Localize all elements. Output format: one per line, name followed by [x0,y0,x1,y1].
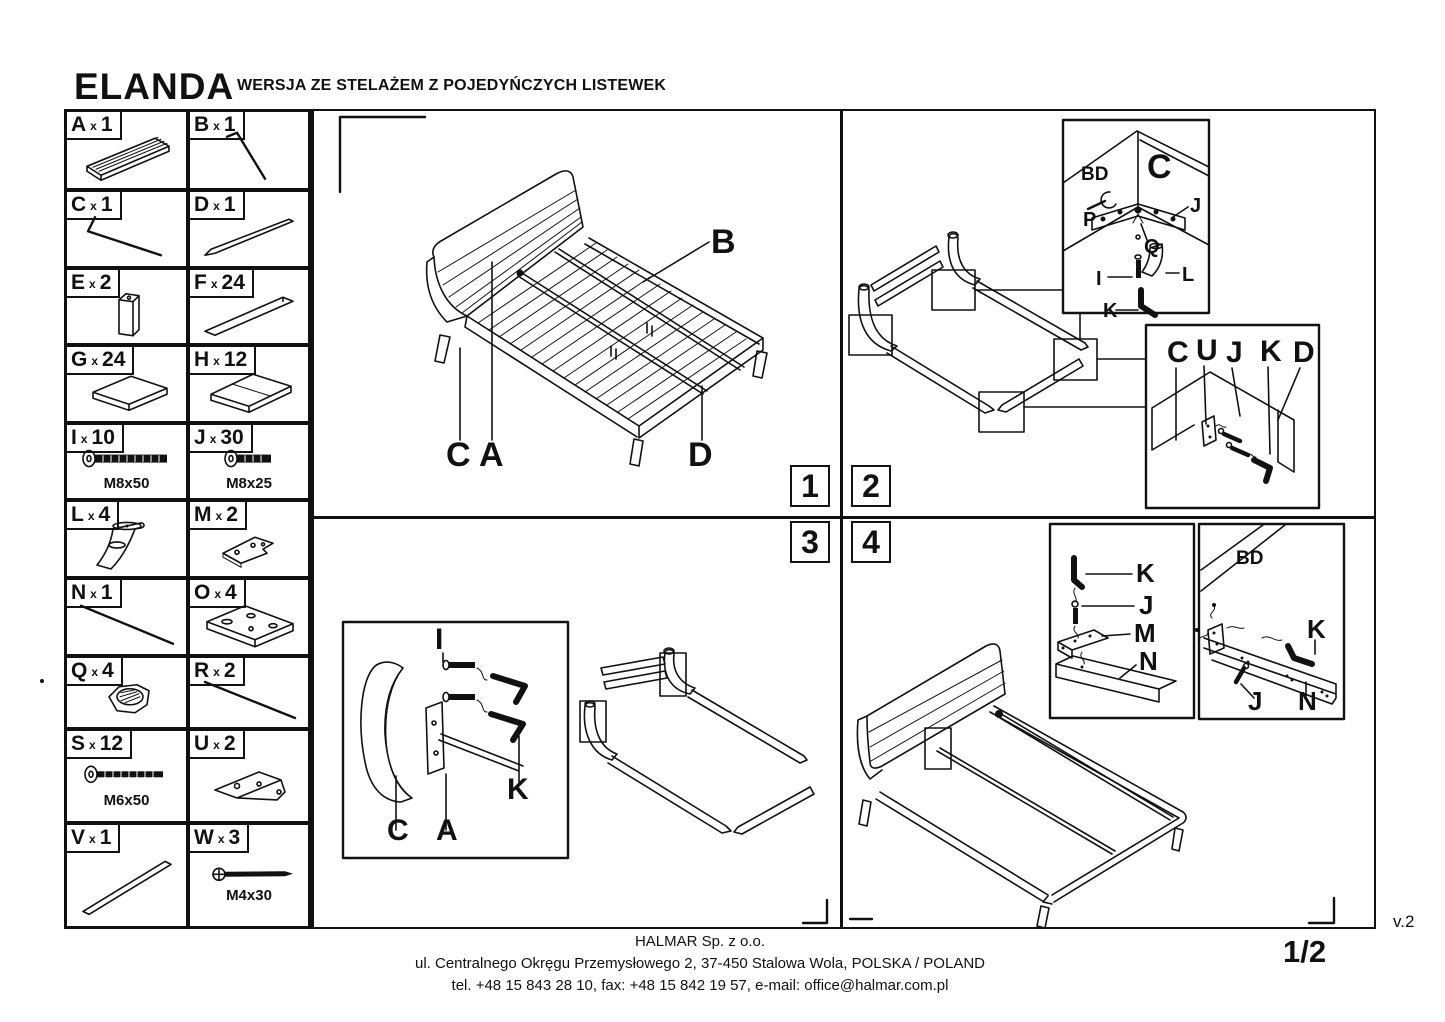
part-badge-g: G x 24 [65,345,134,375]
label-i: I [1096,268,1102,290]
part-cell-e [65,268,188,345]
part-cell-b [188,110,310,190]
pad-icon [75,364,179,416]
step-4-drawing [842,518,1375,928]
part-badge-i: I x 10 [65,423,124,453]
footer-company: HALMAR Sp. z o.o. [634,933,766,950]
footer-address: ul. Centralnego Okręgu Przemysłowego 2, 37-450 Stalowa Wola, POLSKA / POLAND [414,955,985,972]
part-badge-s: S x 12 [65,729,132,759]
label-bd: BD [1081,164,1109,185]
step-1-drawing [313,110,840,516]
part-badge-c: C x 1 [65,190,122,220]
part-badge-j: J x 30 [188,423,253,453]
label-j: J [1190,195,1202,217]
callout-box [925,728,951,769]
corner-bracket-icon [195,596,303,652]
bolt-spec: M6x50 [103,792,150,809]
part-badge-w: W x 3 [188,823,249,853]
allen-key-icon [1254,460,1270,481]
label-b: B [711,223,736,261]
label-k: K [507,773,529,806]
allen-key-icon [493,676,525,702]
rod-icon [197,209,301,261]
part-cell-m [188,500,310,578]
bolt-icon [75,441,179,475]
label-p: P [1083,209,1097,231]
step-4-number: 4 [851,521,891,563]
label-c-big: C [1147,148,1172,186]
slat-thin-icon [73,849,181,919]
part-badge-n: N x 1 [65,578,122,608]
allen-key-icon [197,129,301,185]
page-subtitle: WERSJA ZE STELAŻEM Z POJEDYŃCZYCH LISTEWEK [237,77,667,94]
step-2-drawing [842,110,1375,516]
nut-icon [75,674,179,722]
label-k: K [1136,558,1155,588]
part-cell-g [65,345,188,423]
part-badge-b: B x 1 [188,110,245,140]
part-badge-o: O x 4 [188,578,246,608]
part-cell-c [65,190,188,268]
allen-key-icon [1074,558,1082,587]
part-badge-r: R x 2 [188,656,245,686]
step-3-number: 3 [790,521,830,563]
label-j2: J [1248,686,1263,716]
allen-key-icon [75,209,179,261]
part-cell-w [188,823,310,928]
callout-box [1054,339,1097,380]
label-d: D [688,436,713,474]
rod-long-icon [73,596,181,652]
label-a: A [479,436,504,474]
stray-dot [40,679,44,683]
callout-box [932,270,975,310]
page-number: 1/2 [1283,934,1327,969]
label-c: C [446,436,471,474]
part-cell-o [188,578,310,656]
callout-connectors [975,290,1146,407]
crop-corner-mark [803,900,827,923]
bolt-icon [1135,255,1141,259]
leader-b [643,242,709,282]
label-i: I [435,623,444,656]
part-cell-i [65,423,188,500]
bolt-icon [1073,608,1078,624]
crop-corner-mark [850,898,1334,923]
crop-corner-mark [340,117,425,192]
screw-icon [197,857,301,891]
bolt-short-icon [197,441,301,475]
footer-contact: tel. +48 15 843 28 10, fax: +48 15 842 19 57, e-mail: office@halmar.com.pl [451,977,949,994]
label-l: L [1182,264,1195,286]
version-label: v.2 [1393,912,1415,931]
bolt-spec: M8x25 [226,475,272,492]
label-k2: K [1307,614,1326,644]
label-j2: J [1226,336,1243,369]
footer [295,931,1105,997]
part-cell-r [188,656,310,729]
label-k2: K [1260,335,1282,368]
label-m: M [1134,618,1156,648]
page-title: ELANDA [74,66,235,107]
step-3-drawing [313,518,840,928]
step-1-number: 1 [790,465,830,507]
allen-key-icon [1288,646,1312,664]
bolt-spec: M8x50 [103,475,150,492]
pad-wide-icon [197,364,301,416]
rod-icon [195,674,303,724]
part-badge-f: F x 24 [188,268,254,298]
headboard-panel-icon [75,130,179,182]
part-cell-d [188,190,310,268]
part-badge-v: V x 1 [65,823,120,853]
part-badge-q: Q x 4 [65,656,123,686]
label-q: Q [1144,236,1160,258]
part-badge-l: L x 4 [65,500,119,530]
part-cell-a [65,110,188,190]
part-cell-q [65,656,188,729]
part-cell-j [188,423,310,500]
label-u2: U [1196,334,1218,367]
block-icon [75,285,179,341]
part-cell-f [188,268,310,345]
label-j: J [1139,590,1154,620]
plate-small-icon [197,519,301,571]
label-d2: D [1293,336,1315,369]
allen-key-icon [1141,290,1155,315]
bolt-dot [517,270,524,277]
slat-icon [197,287,301,339]
label-c2: C [1167,336,1189,369]
bolt-icon [1232,448,1248,455]
label-k: K [1103,300,1118,322]
part-cell-u [188,729,310,823]
bolt-icon [75,757,179,791]
part-badge-h: H x 12 [188,345,256,375]
label-n: N [1139,646,1158,676]
part-badge-m: M x 2 [188,500,247,530]
part-cell-n [65,578,188,656]
part-badge-a: A x 1 [65,110,122,140]
bolt-icon [1224,434,1240,441]
part-cell-v [65,823,188,928]
bolt-dot [995,710,1003,718]
part-badge-d: D x 1 [188,190,245,220]
step-2-number: 2 [851,465,891,507]
inset-bracket-box [1050,524,1194,718]
part-cell-l [65,500,188,578]
part-badge-u: U x 2 [188,729,245,759]
plate-flat-icon [197,754,301,812]
part-badge-e: E x 2 [65,268,120,298]
leg-icon [75,517,179,575]
label-a: A [436,814,458,847]
screw-spec: M4x30 [226,887,272,904]
part-cell-h [188,345,310,423]
label-n2: N [1298,686,1317,716]
label-c: C [387,814,409,847]
part-cell-s [65,729,188,823]
label-bd: BD [1236,548,1264,569]
wrench-head [1101,192,1116,208]
